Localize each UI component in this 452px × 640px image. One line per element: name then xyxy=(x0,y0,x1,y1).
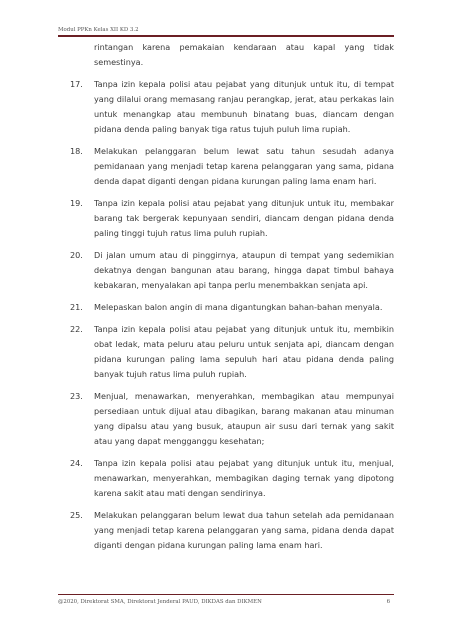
item-text: Tanpa izin kepala polisi atau pejabat yang ditunjuk untuk itu, membakar barang tak bergerak kepunyaan sendiri, diancam dengan pidana denda paling tinggi tujuh ratus lima puluh rupiah. xyxy=(94,198,394,238)
item-number: 19. xyxy=(70,198,83,208)
page-header: Modul PPKn Kelas XII KD 3.2 xyxy=(58,27,139,33)
item-text: Melakukan pelanggaran belum lewat dua tahun setelah ada pemidanaan yang menjadi tetap karena pelanggaran yang sama, pidana denda dapat diganti dengan pidana kurungan paling lama enam hari. xyxy=(94,510,394,550)
list-item xyxy=(70,248,394,293)
page-body xyxy=(70,40,394,553)
item-number: 21. xyxy=(70,302,83,312)
page-footer: @2020, Direktorat SMA, Direktorat Jenderal PAUD, DIKDAS dan DIKMEN xyxy=(58,599,262,605)
list-item xyxy=(70,456,394,501)
list-item xyxy=(70,300,394,315)
list-item xyxy=(70,144,394,189)
item-number: 23. xyxy=(70,391,83,401)
item-number: 18. xyxy=(70,146,83,156)
item-text: Tanpa izin kepala polisi atau pejabat yang ditunjuk untuk itu, membikin obat ledak, mata peluru atau peluru untuk senjata api, diancam dengan pidana kurungan paling lama sepuluh hari atau pidana denda paling banyak tujuh ratus lima puluh rupiah. xyxy=(94,324,394,379)
list-item xyxy=(70,322,394,382)
page-number: 6 xyxy=(386,599,390,605)
item-number: 25. xyxy=(70,510,83,520)
item-text: Melepaskan balon angin di mana digantungkan bahan-bahan menyala. xyxy=(94,302,383,312)
list-item xyxy=(70,196,394,241)
item-text: Di jalan umum atau di pinggirnya, ataupun di tempat yang sedemikian dekatnya dengan bangunan atau barang, hingga dapat timbul bahaya kebakaran, menyalakan api tanpa perlu menembakkan senjata api. xyxy=(94,250,394,290)
item-text: Melakukan pelanggaran belum lewat satu tahun sesudah adanya pemidanaan yang menjadi tetap karena pelanggaran yang sama, pidana denda dapat diganti dengan pidana kurungan paling lama enam hari. xyxy=(94,146,394,186)
item-text: Tanpa izin kepala polisi atau pejabat yang ditunjuk untuk itu, di tempat yang dilalui orang memasang ranjau perangkap, jerat, atau perkakas lain untuk menangkap atau membunuh binatang buas, diancam dengan pidana denda paling banyak tiga ratus tujuh puluh lima rupiah. xyxy=(94,79,394,134)
item-number: 17. xyxy=(70,79,83,89)
item-text: Tanpa izin kepala polisi atau pejabat yang ditunjuk untuk itu, menjual, menawarkan, menyerahkan, membagikan daging ternak yang dipotong karena sakit atau mati dengan sendirinya. xyxy=(94,458,394,498)
item-number: 20. xyxy=(70,250,83,260)
list-item xyxy=(70,508,394,553)
continued-paragraph: rintangan karena pemakaian kendaraan atau kapal yang tidak semestinya. xyxy=(94,42,394,67)
item-text: Menjual, menawarkan, menyerahkan, membagikan atau mempunyai persediaan untuk dijual atau dibagikan, barang makanan atau minuman yang dipalsu atau yang busuk, ataupun air susu dari ternak yang sakit atau yang dapat mengganggu kesehatan; xyxy=(94,391,394,446)
item-number: 22. xyxy=(70,324,83,334)
header-divider xyxy=(58,35,394,37)
footer-divider xyxy=(58,594,394,595)
item-number: 24. xyxy=(70,458,83,468)
list-item xyxy=(70,389,394,449)
list-item xyxy=(70,77,394,137)
